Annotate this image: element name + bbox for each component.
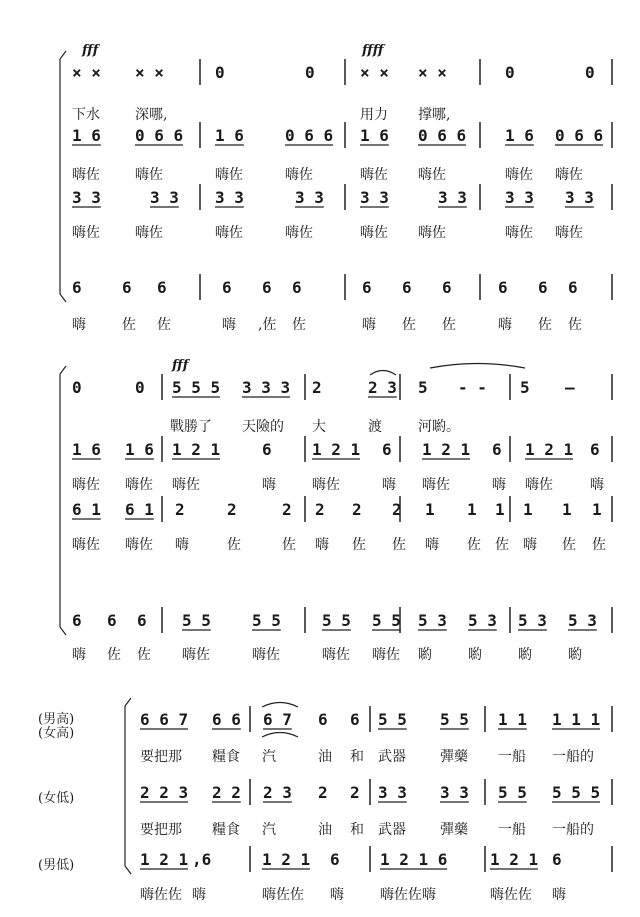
system-3-staff-2-lyric-7: 彈藥: [440, 822, 468, 838]
system-3-staff-2-lyric-4: 油: [318, 822, 332, 838]
system-2-staff-1-note-8: - -: [458, 378, 487, 397]
system-1-dynamic-1: fff: [82, 43, 99, 58]
system-1-staff-4-note-7: 6: [362, 278, 372, 297]
system-2-staff-4-lyric-3: 佐: [137, 647, 151, 663]
system-2-staff-2-note-6: 6: [382, 440, 392, 459]
system-1-dynamic-2: ffff: [362, 43, 384, 58]
system-1-staff-4-lyric-4: 嗨: [222, 317, 236, 333]
system-1-staff-3-lyric-4: 嗨佐: [285, 225, 313, 241]
system-2-staff-4-lyric-7: 嗨佐: [372, 647, 400, 663]
system-1-staff-3-note-1: 3 3: [72, 188, 101, 207]
system-1-staff-1-note-8: 0: [585, 63, 595, 82]
system-1-staff-1-note-2: × ×: [135, 63, 164, 82]
system-2-staff-4-note-6: 5 5: [322, 611, 351, 630]
system-2-staff-1-lyric-3: 戰勝了: [170, 419, 212, 435]
system-2-staff-3-note-13: 1: [562, 500, 572, 519]
system-3-staff-1-note-1: 6 6 7: [140, 710, 189, 729]
system-3-staff-3-note-6: 1 2 1: [490, 850, 539, 869]
system-2-staff-4-note-11: 5 3: [568, 611, 597, 630]
system-1-staff-2-lyric-5: 嗨佐: [360, 167, 388, 183]
system-1-staff-4-note-4: 6: [222, 278, 232, 297]
system-1-staff-3-note-5: 3 3: [360, 188, 389, 207]
system-1-staff-2-note-5: 1 6: [360, 126, 389, 145]
system-1-staff-1-note-3: 0: [215, 63, 225, 82]
system-2-staff-3-lyric-8: 佐: [392, 537, 406, 553]
system-2-staff-4-note-2: 6: [107, 611, 117, 630]
system-3-staff-2-lyric-2: 糧食: [212, 822, 240, 838]
system-1-staff-4-note-8: 6: [402, 278, 412, 297]
system-1-staff-4-note-2: 6: [122, 278, 132, 297]
system-2-staff-2-lyric-8: 嗨: [492, 477, 506, 493]
system-3-staff-1-lyric-4: 油: [318, 749, 332, 765]
system-2-staff-1-note-5: 2: [312, 378, 322, 397]
system-3-staff-2-lyric-6: 武器: [378, 822, 406, 838]
system-1-staff-3-lyric-7: 嗨佐: [505, 225, 533, 241]
system-2-staff-2-lyric-6: 嗨: [382, 477, 396, 493]
system-1-staff-1-lyric-5: 用力: [360, 107, 388, 123]
system-1-staff-3-note-3: 3 3: [215, 188, 244, 207]
system-2-staff-3-lyric-3: 嗨: [175, 537, 189, 553]
system-2-staff-3-lyric-14: 佐: [592, 537, 606, 553]
system-2-staff-1-lyric-4: 天險的: [242, 419, 284, 435]
system-2-staff-4-lyric-4: 嗨佐: [182, 647, 210, 663]
system-1-staff-3-note-8: 3 3: [565, 188, 594, 207]
system-2-staff-1-note-9: 5: [520, 378, 530, 397]
system-2-staff-2-note-4: 6: [262, 440, 272, 459]
system-2-staff-2-lyric-4: 嗨: [262, 477, 276, 493]
system-3-staff-1-note-3: 6 7: [263, 710, 292, 729]
system-1-staff-4-note-10: 6: [498, 278, 508, 297]
system-1-staff-2-lyric-1: 嗨佐: [72, 167, 100, 183]
system-1-staff-3-note-7: 3 3: [505, 188, 534, 207]
system-3-staff-2-note-5: 2: [350, 783, 360, 802]
system-1-staff-4-lyric-5: ,佐: [258, 317, 277, 333]
system-1-staff-2-note-4: 0 6 6: [285, 126, 334, 145]
system-2-staff-1-lyric-7: 河喲。: [418, 419, 460, 435]
system-2-staff-2-note-10: 6: [590, 440, 600, 459]
system-1-staff-4-lyric-8: 佐: [402, 317, 416, 333]
system-2-staff-3-note-9: 1: [425, 500, 435, 519]
system-2-staff-3-note-11: 1: [495, 500, 505, 519]
system-1-staff-4-lyric-7: 嗨: [362, 317, 376, 333]
system-2-staff-1-note-2: 0: [135, 378, 145, 397]
system-2-staff-2-lyric-10: 嗨: [590, 477, 604, 493]
system-1-staff-1-note-1: × ×: [72, 63, 101, 82]
system-2-staff-4-note-8: 5 3: [418, 611, 447, 630]
system-1-staff-3-lyric-2: 嗨佐: [135, 225, 163, 241]
system-2-staff-4-lyric-1: 嗨: [72, 647, 86, 663]
system-3-staff-3-lyric-2: 嗨: [192, 887, 206, 903]
system-1-staff-2-note-2: 0 6 6: [135, 126, 184, 145]
system-1-staff-4-lyric-3: 佐: [157, 317, 171, 333]
system-2-staff-3-lyric-2: 嗨佐: [125, 537, 153, 553]
system-3-staff-3-note-1: 1 2 1: [140, 850, 189, 869]
system-1-staff-4-lyric-2: 佐: [122, 317, 136, 333]
system-2-staff-3-lyric-10: 佐: [467, 537, 481, 553]
system-1-staff-4-note-6: 6: [292, 278, 302, 297]
system-2-staff-4-lyric-8: 喲: [418, 647, 432, 663]
system-2-staff-1-note-4: 3 3 3: [242, 378, 291, 397]
system-1-staff-3-note-2: 3 3: [150, 188, 179, 207]
system-2-staff-3-note-3: 2: [175, 500, 185, 519]
system-1-staff-4-lyric-9: 佐: [442, 317, 456, 333]
system-3-voice-label-1: (男高): [38, 712, 75, 727]
system-2-staff-2-lyric-7: 嗨佐: [422, 477, 450, 493]
system-2-staff-3-lyric-6: 嗨: [315, 537, 329, 553]
system-2-staff-4-note-5: 5 5: [252, 611, 281, 630]
system-2-staff-4-lyric-11: 喲: [568, 647, 582, 663]
system-3-staff-2-note-7: 3 3: [440, 783, 469, 802]
system-3-staff-3-note-7: 6: [552, 850, 562, 869]
system-2-staff-3-note-2: 6 1: [125, 500, 154, 519]
system-1-staff-4-lyric-11: 佐: [538, 317, 552, 333]
system-2-staff-4-note-9: 5 3: [468, 611, 497, 630]
system-2-staff-1-note-7: 5: [418, 378, 428, 397]
system-2-staff-4-lyric-5: 嗨佐: [252, 647, 280, 663]
system-1-staff-3-lyric-3: 嗨佐: [215, 225, 243, 241]
system-2-staff-1-note-10: —: [565, 378, 575, 397]
system-2-staff-2-lyric-1: 嗨佐: [72, 477, 100, 493]
system-3-staff-2-lyric-8: 一船: [498, 822, 526, 838]
system-2-staff-3-lyric-1: 嗨佐: [72, 537, 100, 553]
system-3-staff-2-lyric-3: 汽: [262, 822, 276, 838]
system-2-staff-1-lyric-5: 大: [312, 419, 326, 435]
system-2-staff-1-note-6: 2 3: [368, 378, 397, 397]
system-2-staff-3-note-5: 2: [282, 500, 292, 519]
system-1-staff-3-lyric-8: 嗨佐: [555, 225, 583, 241]
system-2-staff-4-note-3: 6: [137, 611, 147, 630]
system-3-staff-3-lyric-5: 嗨佐佐嗨: [380, 887, 436, 903]
system-1-staff-4-lyric-12: 佐: [568, 317, 582, 333]
system-2-staff-3-lyric-9: 嗨: [425, 537, 439, 553]
system-2-staff-2-note-3: 1 2 1: [172, 440, 221, 459]
system-3-voice-label-2: (女高): [38, 726, 75, 741]
system-1-staff-2-lyric-4: 嗨佐: [285, 167, 313, 183]
system-3-staff-2-note-3: 2 3: [263, 783, 292, 802]
system-2-staff-2-note-9: 1 2 1: [525, 440, 574, 459]
system-3-staff-2-note-2: 2 2: [212, 783, 241, 802]
system-2-staff-1-note-1: 0: [72, 378, 82, 397]
system-2-staff-2-note-2: 1 6: [125, 440, 154, 459]
system-2-staff-4-note-7: 5 5: [372, 611, 401, 630]
system-1-staff-4-lyric-10: 嗨: [498, 317, 512, 333]
system-3-voice-label-3: (女低): [38, 791, 75, 806]
system-2-staff-3-lyric-11: 佐: [495, 537, 509, 553]
system-1-staff-4-note-5: 6: [262, 278, 272, 297]
system-2-staff-4-note-10: 5 3: [518, 611, 547, 630]
system-2-staff-4-lyric-6: 嗨佐: [322, 647, 350, 663]
system-3-staff-2-note-9: 5 5 5: [552, 783, 601, 802]
system-3-staff-1-lyric-6: 武器: [378, 749, 406, 765]
system-2-staff-3-note-7: 2: [352, 500, 362, 519]
system-2-dynamic-1: fff: [172, 358, 189, 373]
system-2-staff-2-note-1: 1 6: [72, 440, 101, 459]
system-1-staff-2-note-8: 0 6 6: [555, 126, 604, 145]
system-2-staff-3-note-4: 2: [227, 500, 237, 519]
system-1-staff-2-lyric-8: 嗨佐: [555, 167, 583, 183]
system-2-staff-3-lyric-4: 佐: [227, 537, 241, 553]
system-1-staff-2-lyric-7: 嗨佐: [505, 167, 533, 183]
system-3-staff-1-note-9: 1 1 1: [552, 710, 601, 729]
system-1-staff-3-lyric-1: 嗨佐: [72, 225, 100, 241]
system-2-staff-3-note-12: 1: [523, 500, 533, 519]
system-1-staff-2-note-6: 0 6 6: [418, 126, 467, 145]
system-3-staff-3-note-3: 1 2 1: [262, 850, 311, 869]
system-3-staff-3-lyric-4: 嗨: [330, 887, 344, 903]
system-3-staff-2-lyric-1: 要把那: [140, 822, 182, 838]
system-3-staff-3-lyric-7: 嗨: [552, 887, 566, 903]
system-3-staff-2-note-1: 2 2 3: [140, 783, 189, 802]
system-2-staff-3-note-10: 1: [467, 500, 477, 519]
system-2-staff-2-note-5: 1 2 1: [312, 440, 361, 459]
system-3-staff-3-note-4: 6: [330, 850, 340, 869]
system-3-staff-1-lyric-2: 糧食: [212, 749, 240, 765]
system-3-staff-1-lyric-3: 汽: [262, 749, 276, 765]
system-3-staff-1-note-4: 6: [318, 710, 328, 729]
system-2-staff-3-note-1: 6 1: [72, 500, 101, 519]
system-2-staff-4-note-1: 6: [72, 611, 82, 630]
system-1-staff-3-note-4: 3 3: [295, 188, 324, 207]
system-3-staff-1-note-7: 5 5: [440, 710, 469, 729]
system-3-staff-2-note-4: 2: [318, 783, 328, 802]
system-2-staff-3-lyric-5: 佐: [282, 537, 296, 553]
system-3-staff-3-lyric-6: 嗨佐佐: [490, 887, 532, 903]
system-3-staff-1-note-8: 1 1: [498, 710, 527, 729]
system-2-staff-3-lyric-7: 佐: [352, 537, 366, 553]
system-3-staff-2-lyric-9: 一船的: [552, 822, 594, 838]
system-3-staff-1-lyric-8: 一船: [498, 749, 526, 765]
system-2-staff-3-lyric-13: 佐: [562, 537, 576, 553]
system-3-staff-1-lyric-9: 一船的: [552, 749, 594, 765]
system-2-staff-4-lyric-10: 喲: [518, 647, 532, 663]
system-2-staff-4-lyric-2: 佐: [107, 647, 121, 663]
system-3-staff-3-lyric-3: 嗨佐佐: [262, 887, 304, 903]
system-3-staff-3-lyric-1: 嗨佐佐: [140, 887, 182, 903]
system-3-staff-2-lyric-5: 和: [350, 822, 364, 838]
system-2-staff-1-lyric-6: 渡: [368, 419, 382, 435]
system-3-staff-1-note-5: 6: [350, 710, 360, 729]
system-1-staff-1-note-5: × ×: [360, 63, 389, 82]
system-3-staff-2-note-8: 5 5: [498, 783, 527, 802]
system-2-staff-4-lyric-9: 喲: [468, 647, 482, 663]
system-2-staff-2-note-7: 1 2 1: [422, 440, 471, 459]
system-2-staff-2-note-8: 6: [492, 440, 502, 459]
system-1-staff-4-note-12: 6: [568, 278, 578, 297]
system-1-staff-3-lyric-6: 嗨佐: [418, 225, 446, 241]
system-2-staff-3-lyric-12: 嗨: [523, 537, 537, 553]
system-1-staff-2-note-3: 1 6: [215, 126, 244, 145]
system-1-staff-4-note-1: 6: [72, 278, 82, 297]
system-1-staff-4-lyric-6: 佐: [292, 317, 306, 333]
system-2-staff-3-note-14: 1: [592, 500, 602, 519]
system-2-staff-4-note-4: 5 5: [182, 611, 211, 630]
system-1-staff-3-note-6: 3 3: [438, 188, 467, 207]
system-3-staff-3-note-2: ,6: [192, 850, 212, 869]
system-3-staff-2-note-6: 3 3: [378, 783, 407, 802]
system-2-staff-1-note-3: 5 5 5: [172, 378, 221, 397]
system-2-staff-3-note-6: 2: [315, 500, 325, 519]
system-2-staff-3-note-8: 2: [392, 500, 402, 519]
system-2-staff-2-lyric-3: 嗨佐: [172, 477, 200, 493]
system-1-staff-1-lyric-2: 深哪,: [135, 107, 168, 123]
system-3-staff-3-note-5: 1 2 1 6: [380, 850, 448, 869]
system-1-staff-2-lyric-3: 嗨佐: [215, 167, 243, 183]
system-1-staff-1-note-6: × ×: [418, 63, 447, 82]
system-1-staff-1-lyric-6: 撑哪,: [418, 107, 451, 123]
system-1-staff-4-lyric-1: 嗨: [72, 317, 86, 333]
system-1-staff-2-note-7: 1 6: [505, 126, 534, 145]
system-1-staff-1-note-4: 0: [305, 63, 315, 82]
system-2-staff-2-lyric-5: 嗨佐: [312, 477, 340, 493]
system-1-staff-3-lyric-5: 嗨佐: [360, 225, 388, 241]
system-1-staff-1-lyric-1: 下水: [72, 107, 100, 123]
system-1-staff-2-lyric-6: 嗨佐: [418, 167, 446, 183]
system-1-staff-1-note-7: 0: [505, 63, 515, 82]
system-3-staff-1-note-6: 5 5: [378, 710, 407, 729]
system-1-staff-4-note-11: 6: [538, 278, 548, 297]
system-3-staff-1-lyric-5: 和: [350, 749, 364, 765]
system-3-voice-label-4: (男低): [38, 858, 75, 873]
system-1-staff-2-note-1: 1 6: [72, 126, 101, 145]
system-2-staff-2-lyric-9: 嗨佐: [525, 477, 553, 493]
system-3-staff-1-lyric-1: 要把那: [140, 749, 182, 765]
system-1-staff-4-note-3: 6: [157, 278, 167, 297]
system-1-staff-4-note-9: 6: [442, 278, 452, 297]
system-1-staff-2-lyric-2: 嗨佐: [135, 167, 163, 183]
system-3-staff-1-lyric-7: 彈藥: [440, 749, 468, 765]
system-2-staff-2-lyric-2: 嗨佐: [125, 477, 153, 493]
system-3-staff-1-note-2: 6 6: [212, 710, 241, 729]
